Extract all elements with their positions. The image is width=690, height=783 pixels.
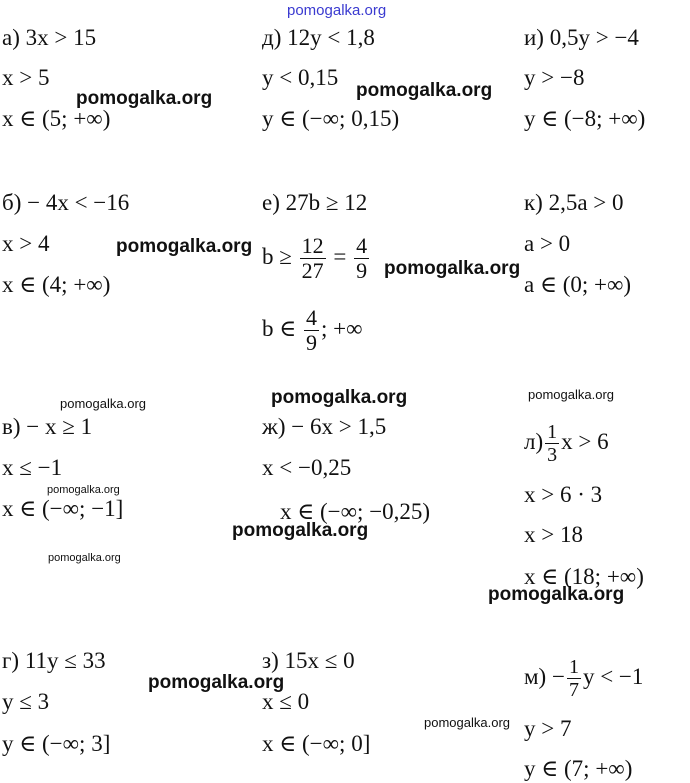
problem-k-line-2: a > 0	[524, 231, 571, 256]
fraction-1-7	[567, 656, 581, 701]
problem-b-line-1: б) − 4x < −16	[2, 190, 130, 215]
problem-v-line-2: x ≤ −1	[2, 455, 63, 480]
problem-zh-line-3: x ∈ (−∞; −0,25)	[280, 499, 431, 524]
fraction-denominator: 27	[301, 258, 324, 284]
problem-a-line-2: x > 5	[2, 65, 50, 90]
fraction-1-3	[545, 421, 559, 466]
fraction-denominator: 9	[306, 330, 318, 356]
watermark-top: pomogalka.org	[287, 2, 387, 19]
fraction-4-9	[304, 306, 319, 355]
problem-i-line-3: y ∈ (−8; +∞)	[524, 106, 646, 131]
problem-z-line-1: з) 15x ≤ 0	[262, 648, 355, 673]
problem-k-line-3: a ∈ (0; +∞)	[524, 272, 632, 297]
fraction-numerator: 4	[356, 233, 368, 259]
problem-b-line-3: x ∈ (4; +∞)	[2, 272, 111, 297]
fraction-numerator: 12	[301, 233, 324, 259]
problem-v-line-1: в) − x ≥ 1	[2, 414, 93, 439]
problem-l-line-2: x > 6 · 3	[524, 482, 603, 507]
fraction-12-27	[300, 234, 326, 283]
watermark: pomogalka.org	[60, 396, 146, 411]
problem-z-line-2: x ≤ 0	[262, 689, 310, 714]
fraction-4-9	[354, 234, 369, 283]
problem-i-line-2: y > −8	[524, 65, 585, 90]
problem-d-line-1: д) 12y < 1,8	[262, 25, 375, 50]
watermark: pomogalka.org	[47, 484, 120, 496]
problem-g-line-3: y ∈ (−∞; 3]	[2, 731, 111, 756]
problem-g-line-1: г) 11y ≤ 33	[2, 648, 106, 673]
problem-zh-line-1: ж) − 6x > 1,5	[262, 414, 387, 439]
problem-l-line-4: x ∈ (18; +∞)	[524, 564, 644, 589]
problem-e-line-2	[262, 232, 371, 283]
fraction-numerator: 1	[547, 421, 558, 444]
problem-d-line-3: y ∈ (−∞; 0,15)	[262, 106, 400, 131]
problem-d-line-2: y < 0,15	[262, 65, 339, 90]
watermark: pomogalka.org	[48, 552, 121, 564]
watermark: pomogalka.org	[488, 584, 625, 605]
problem-m-line-2: y > 7	[524, 716, 572, 741]
problem-m-prefix: м) −	[524, 664, 565, 689]
problem-i-line-1: и) 0,5y > −4	[524, 25, 639, 50]
watermark: pomogalka.org	[76, 88, 213, 109]
problem-m-line-1	[524, 650, 643, 704]
watermark: pomogalka.org	[424, 715, 510, 730]
equals-sign: =	[333, 244, 347, 269]
problem-m-suffix: y < −1	[582, 664, 644, 689]
problem-a-line-1: а) 3x > 15	[2, 25, 97, 50]
problem-l-prefix: л)	[524, 429, 544, 454]
fraction-numerator: 1	[568, 656, 579, 679]
problem-a-line-3: x ∈ (5; +∞)	[2, 106, 111, 131]
watermark: pomogalka.org	[271, 387, 408, 408]
watermark: pomogalka.org	[116, 236, 253, 257]
watermark: pomogalka.org	[384, 258, 521, 279]
problem-e-line-3-suffix: ; +∞	[321, 316, 363, 341]
problem-k-line-1: к) 2,5a > 0	[524, 190, 624, 215]
problem-e-line-2-prefix: b ≥	[262, 244, 292, 269]
problem-zh-line-2: x < −0,25	[262, 455, 352, 480]
fraction-denominator: 3	[547, 444, 558, 467]
fraction-denominator: 9	[356, 258, 368, 284]
fraction-numerator: 4	[306, 305, 318, 331]
problem-v-line-3: x ∈ (−∞; −1]	[2, 496, 124, 521]
problem-l-line-3: x > 18	[524, 522, 583, 547]
problem-e-line-3-prefix: b ∈	[262, 316, 297, 341]
watermark: pomogalka.org	[528, 387, 614, 402]
watermark: pomogalka.org	[232, 520, 369, 541]
problem-l-suffix: x > 6	[561, 429, 609, 454]
problem-m-line-3: y ∈ (7; +∞)	[524, 756, 633, 781]
problem-g-line-2: y ≤ 3	[2, 689, 50, 714]
problem-e-line-1: е) 27b ≥ 12	[262, 190, 368, 215]
watermark: pomogalka.org	[356, 80, 493, 101]
problem-l-line-1	[524, 416, 609, 468]
fraction-denominator: 7	[568, 679, 579, 702]
problem-z-line-3: x ∈ (−∞; 0]	[262, 731, 371, 756]
problem-e-line-3	[262, 304, 363, 355]
watermark: pomogalka.org	[148, 672, 285, 693]
problem-b-line-2: x > 4	[2, 231, 50, 256]
